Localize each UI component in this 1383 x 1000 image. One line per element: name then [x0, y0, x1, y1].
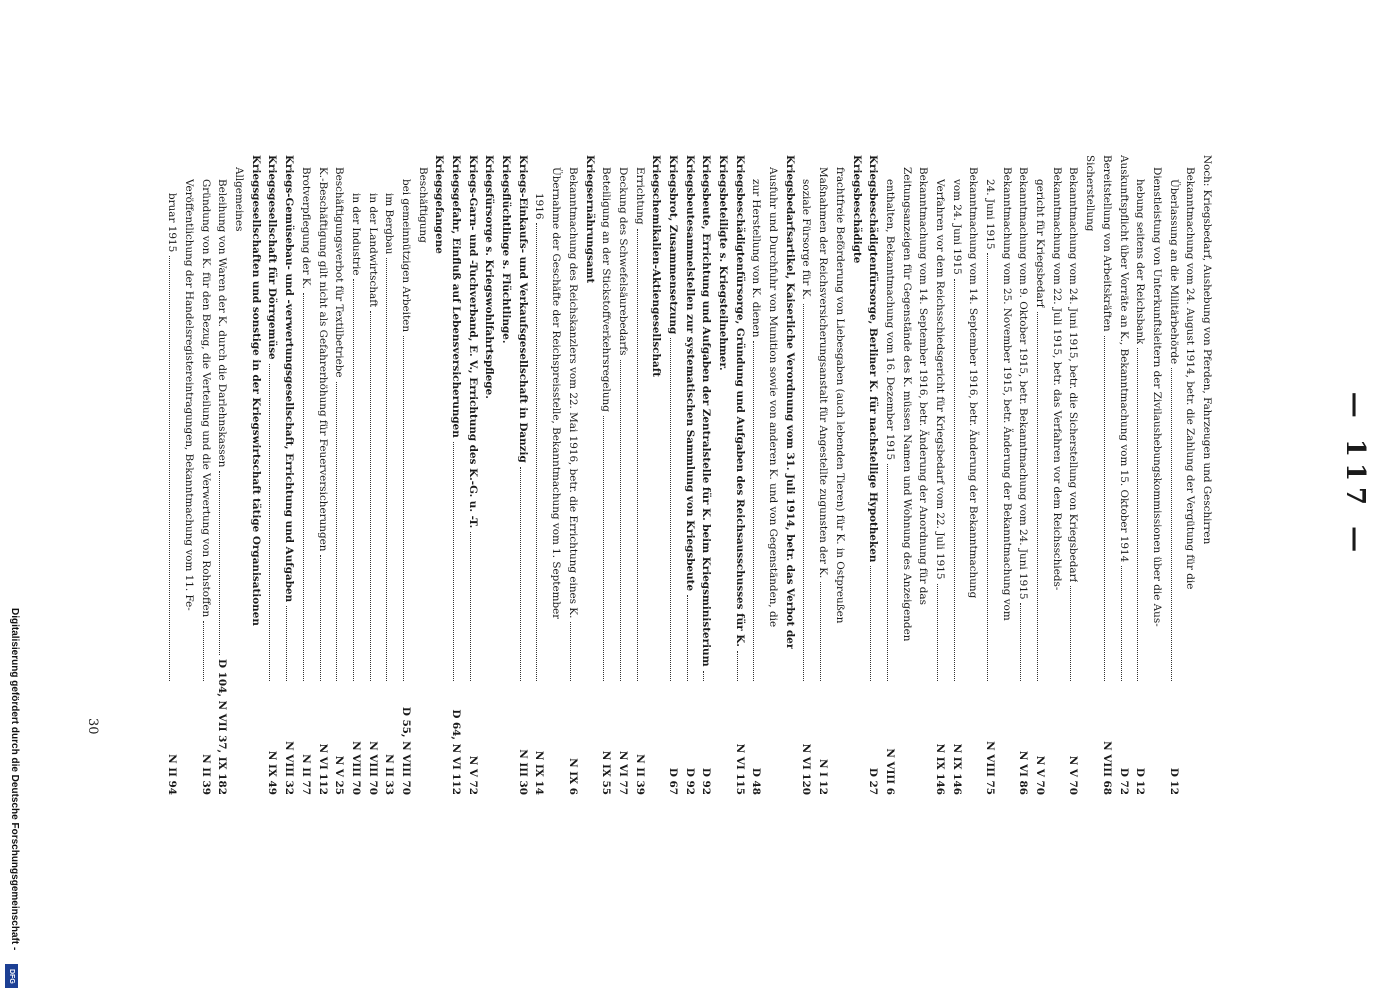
- entry-text: bruar 1915: [166, 193, 179, 253]
- entry-text: Ausfuhr und Durchfuhr von Munition sowie von anderen K. und von Gegenständen, die: [767, 167, 780, 628]
- dot-leader: [169, 256, 170, 681]
- entry-text: 24. Juni 1915: [984, 179, 997, 250]
- entry-text: enthalten, Bekanntmachung vom 16. Dezember 1915: [883, 179, 896, 461]
- index-entry: [381, 155, 398, 795]
- entry-reference: N VIII 6: [883, 748, 896, 795]
- index-entry: [1082, 155, 1099, 795]
- index-entry: [314, 155, 331, 795]
- entry-text: Auskunftspflicht über Vorräte an K., Bekanntmachung vom 15. Oktober 1914: [1117, 155, 1130, 563]
- entry-reference: D 55, N VIII 70: [400, 706, 412, 795]
- dot-leader: [1171, 368, 1172, 681]
- entry-text: Bekanntmachung vom 24. August 1914, betr. die Zahlung der Vergütung für die: [1184, 167, 1197, 590]
- entry-text: Veröffentlichung der Handelsregistereintragungen, Bekanntmachung vom 11. Fe-: [183, 179, 196, 611]
- entry-text: 1916: [533, 193, 546, 220]
- dot-leader: [303, 293, 304, 681]
- dot-leader: [1071, 586, 1072, 681]
- entry-text: K.-Beschäftigung gilt nicht als Gefahrerhöhung für Feuerversicherungen: [316, 167, 329, 552]
- entry-text: Übernahme der Geschäfte der Reichspreisstelle, Bekanntmachung vom 1. September: [550, 167, 563, 620]
- dot-leader: [270, 364, 271, 681]
- entry-text: Noch: Kriegsbedarf, Aushebung von Pferden, Fahrzeugen und Geschirren: [1201, 155, 1213, 545]
- index-entry: [714, 155, 731, 795]
- index-entry: [331, 155, 348, 795]
- entry-text: Allgemeines: [233, 167, 246, 232]
- dot-leader: [987, 253, 988, 681]
- entry-text: Kriegsflüchtlinge s. Flüchtlinge.: [500, 155, 513, 344]
- index-entry: [164, 155, 181, 795]
- entry-text: Kriegs-Garn- und -Tuchverband, E. V., Errichtung des K.-G. u. -T.: [466, 155, 479, 529]
- dfg-funding-note: Digitalisierung gefördert durch die Deutsche Forschungsgemeinschaft -: [9, 608, 20, 951]
- index-entry: [397, 155, 414, 795]
- dot-leader: [954, 279, 955, 681]
- index-entry: [731, 155, 748, 795]
- entry-text: Kriegsbrot, Zusammensetzung: [667, 155, 679, 335]
- index-entry: [664, 155, 681, 795]
- index-entry: [1115, 155, 1132, 795]
- index-entry: [1132, 155, 1149, 795]
- index-entry: [798, 155, 815, 795]
- index-entry: [531, 155, 548, 795]
- dot-leader: [603, 416, 604, 681]
- entry-reference: N IX 55: [600, 750, 613, 795]
- index-entry: [214, 155, 231, 795]
- index-entry: [431, 155, 448, 795]
- dot-leader: [386, 258, 387, 681]
- index-entry: [831, 155, 848, 795]
- bottom-page-number: 30: [85, 718, 100, 735]
- entry-reference: N IX 6: [566, 758, 579, 795]
- entry-text: Kriegsernährungsamt: [583, 155, 596, 284]
- index-entry: [698, 155, 715, 795]
- dot-leader: [620, 360, 621, 682]
- entry-text: Beschäftigungsverbot für Textilbetriebe: [333, 167, 346, 378]
- index-entry: [364, 155, 381, 795]
- dot-leader: [870, 566, 871, 681]
- entry-reference: N III 30: [516, 749, 529, 795]
- index-entry: [1048, 155, 1065, 795]
- entry-reference: N V 70: [1034, 755, 1047, 795]
- entry-text: Kriegsgesellschaften und sonstige in der Kriegswirtschaft tätige Organisationen: [249, 155, 262, 626]
- entry-reference: N VIII 75: [984, 741, 997, 795]
- entry-text: Deckung des Schwefelsäurebedarfs: [616, 167, 629, 356]
- entry-reference: D 72: [1117, 767, 1130, 795]
- dot-leader: [286, 606, 287, 681]
- dot-leader: [637, 229, 638, 681]
- entry-text: Gründung von K. für den Bezug, die Verteilung und die Verwertung von Rohstoffen: [199, 179, 212, 618]
- entry-reference: N VIII 70: [366, 741, 379, 795]
- dot-leader: [470, 532, 471, 681]
- index-entry: [648, 155, 665, 795]
- entry-reference: D 92: [700, 767, 713, 795]
- index-entry: [481, 155, 498, 795]
- index-entry: [998, 155, 1015, 795]
- entry-reference: N VIII 68: [1100, 741, 1113, 795]
- index-entry: [1031, 155, 1048, 795]
- index-entry: [197, 155, 214, 795]
- entry-text: Errichtung: [633, 167, 646, 225]
- index-entry: [297, 155, 314, 795]
- dot-leader: [1121, 566, 1122, 681]
- entry-reference: N VI 112: [316, 743, 329, 795]
- entry-text: Bekanntmachung vom 9. Oktober 1915, betr. Bekanntmachung vom 24. Juni 1915: [1017, 167, 1030, 600]
- entry-text: Bekanntmachung vom 25. November 1915, betr. Änderung der Bekanntmachung vom: [1000, 167, 1013, 621]
- index-entry: [230, 155, 247, 795]
- index-entry: [781, 155, 798, 795]
- entry-text: Bereitstellung von Arbeitskräften: [1100, 155, 1113, 332]
- entry-text: Sicherstellung: [1084, 155, 1097, 232]
- dot-leader: [370, 311, 371, 681]
- entry-text: Brotverpflegung der K.: [299, 167, 312, 289]
- index-entry: [447, 155, 464, 795]
- entry-reference: N IX 14: [533, 750, 546, 795]
- dot-leader: [570, 622, 571, 681]
- entry-text: Kriegsbeutesammelstellen zur systematischen Sammlung von Kriegsbeute: [683, 155, 696, 592]
- entry-reference: N II 39: [633, 754, 646, 795]
- index-entry: [931, 155, 948, 795]
- entry-text: Bekanntmachung vom 14. September 1916, betr. Änderung der Bekanntmachung: [967, 167, 980, 599]
- entry-reference: D 67: [667, 767, 679, 795]
- index-entry: [1165, 155, 1182, 795]
- dot-leader: [320, 555, 321, 681]
- index-entry: [1148, 155, 1165, 795]
- index-entry: [614, 155, 631, 795]
- entry-text: Kriegs-Gemüsebau- und -verwertungsgesellschaft, Errichtung und Aufgaben: [283, 155, 296, 603]
- entry-reference: N IX 146: [934, 743, 946, 795]
- index-entry: [180, 155, 197, 795]
- dot-leader: [403, 336, 404, 681]
- index-entry: [414, 155, 431, 795]
- entry-reference: N II 77: [299, 754, 312, 795]
- entry-reference: N II 94: [166, 754, 179, 795]
- index-entry: [681, 155, 698, 795]
- entry-text: Kriegsgesellschaft für Dörrgemüse: [266, 155, 279, 360]
- index-entry: [748, 155, 765, 795]
- dot-leader: [753, 341, 754, 681]
- index-entry: [1065, 155, 1082, 795]
- entry-text: in der Industrie: [349, 193, 362, 276]
- index-entry: [598, 155, 615, 795]
- entry-reference: N VI 120: [800, 743, 813, 795]
- entry-text: im Bergbau: [383, 193, 396, 255]
- index-entry: [881, 155, 898, 795]
- entry-text: Bekanntmachung vom 14. September 1916, betr. Änderung der Anordnung für das: [917, 167, 930, 605]
- entry-text: Dienstleistung von Unterkunftsleitern der Zivilaushebungskommissionen über die Aus-: [1150, 167, 1163, 627]
- entry-text: Kriegsgefahr, Einfluß auf Lebensversicherungen: [450, 155, 463, 438]
- entry-text: bei gemeinnützigen Arbeiten: [400, 179, 412, 333]
- index-entry: [264, 155, 281, 795]
- dot-leader: [687, 595, 688, 681]
- entry-text: Kriegsbeschädigte: [850, 155, 863, 264]
- index-entry: [848, 155, 865, 795]
- dot-leader: [887, 464, 888, 681]
- dot-leader: [353, 279, 354, 681]
- entry-reference: N V 70: [1067, 755, 1080, 795]
- entry-reference: N II 33: [383, 754, 396, 795]
- index-entry: [764, 155, 781, 795]
- index-entry: [1098, 155, 1115, 795]
- entry-reference: D 27: [867, 767, 880, 795]
- entry-text: Verfahren vor dem Reichsschiedsgericht für Kriegsbedarf vom 22. Juli 1915: [934, 179, 946, 580]
- entry-text: Kriegsbeschädigtenfürsorge, Gründung und Aufgaben des Reichsausschusses für K.: [733, 155, 746, 647]
- index-entry: [514, 155, 531, 795]
- entry-text: Kriegsgefangene: [433, 155, 446, 254]
- index-entry: [281, 155, 298, 795]
- entry-reference: N I 12: [817, 758, 830, 795]
- entry-text: hebung seitens der Reichsbank: [1134, 179, 1147, 345]
- dot-leader: [820, 582, 821, 681]
- index-entry: [865, 155, 882, 795]
- index-entry: [581, 155, 598, 795]
- dot-leader: [1020, 603, 1021, 681]
- entry-text: Kriegs-Einkaufs- und Verkaufsgesellschaft in Danzig: [516, 155, 529, 463]
- entry-text: Kriegsbeteiligte s. Kriegsteilnehmer.: [717, 155, 730, 371]
- dot-leader: [537, 223, 538, 681]
- entry-text: Beschäftigung: [416, 167, 429, 243]
- entry-text: Kriegschemikalien-Aktiengesellschaft: [650, 155, 663, 378]
- entry-reference: N V 72: [466, 755, 479, 795]
- entry-text: Kriegsbeute, Errichtung und Aufgaben der Zentralstelle für K. beim Kriegsministerium: [700, 155, 713, 667]
- index-entry: [915, 155, 932, 795]
- entry-text: gericht für Kriegsbedarf: [1034, 179, 1047, 308]
- index-entry: [1182, 155, 1199, 795]
- index-entry: [898, 155, 915, 795]
- entry-reference: N VI 77: [616, 750, 629, 795]
- entry-text: frachtfreie Beförderung von Liebesgaben (auch lebenden Tieren) für K. in Ostpreußen: [833, 167, 846, 624]
- entry-reference: N II 39: [199, 754, 212, 795]
- dot-leader: [520, 467, 521, 681]
- index-entry: [948, 155, 965, 795]
- dot-leader: [1037, 312, 1038, 681]
- entry-text: vom 24. Juni 1915: [950, 179, 963, 275]
- dot-leader: [703, 671, 704, 681]
- entry-text: Bekanntmachung vom 24. Juni 1915, betr. die Sicherstellung von Kriegsbedarf: [1067, 167, 1080, 583]
- entry-text: Kriegsbedarfsartikel, Kaiserliche Verordnung vom 31. Juli 1914, betr. das Verbot der: [783, 155, 796, 650]
- dot-leader: [670, 338, 671, 681]
- dot-leader: [453, 442, 454, 681]
- entry-reference: D 48: [750, 767, 763, 795]
- dot-leader: [1104, 336, 1105, 681]
- entry-reference: N VI 86: [1017, 750, 1030, 795]
- entry-text: Bekanntmachung des Reichskanzlers vom 22. Mai 1916, betr. die Errichtung eines K.: [566, 167, 579, 619]
- entry-reference: N IX 49: [266, 750, 279, 795]
- dot-leader: [219, 471, 220, 655]
- entry-text: in der Landwirtschaft: [366, 193, 379, 308]
- index-entry: [631, 155, 648, 795]
- entry-reference: N V 25: [333, 755, 346, 795]
- entry-text: Kriegsbeschädigtenfürsorge, Berliner K. für nachstellige Hypotheken: [867, 155, 880, 563]
- entry-text: Zeitungsanzeigen für Gegenstände des K. müssen Namen und Wohnung des Anzeigenden: [900, 167, 913, 642]
- dot-leader: [336, 382, 337, 681]
- index-entry: [564, 155, 581, 795]
- entry-text: Beteiligung an der Stickstoffverkehrsregelung: [600, 167, 613, 412]
- index-entry: [247, 155, 264, 795]
- index-page: [166, 155, 1370, 795]
- entry-text: zur Herstellung von K. dienen: [750, 179, 763, 338]
- entry-reference: D 12: [1167, 767, 1180, 795]
- entry-text: Maßnahmen der Reichsversicherungsanstalt für Angestellte zugunsten der K.: [817, 167, 830, 579]
- entry-text: Überlassung an die Militärbehörde: [1167, 179, 1180, 365]
- index-entry: [464, 155, 481, 795]
- index-entry: [497, 155, 514, 795]
- dot-leader: [1137, 348, 1138, 681]
- index-entry: [981, 155, 998, 795]
- dfg-sidebar: [2, 0, 20, 1000]
- index-entry: [965, 155, 982, 795]
- dot-leader: [937, 584, 938, 682]
- index-entries: [164, 155, 1215, 795]
- entry-reference: N VIII 32: [283, 741, 296, 795]
- entry-reference: N IX 146: [950, 743, 963, 795]
- index-entry: [548, 155, 565, 795]
- dot-leader: [203, 621, 204, 681]
- entry-text: Beleihung von Waren der K. durch die Darlehnskassen: [216, 179, 229, 468]
- entry-reference: D 92: [683, 767, 696, 795]
- index-entry: [1015, 155, 1032, 795]
- entry-reference: D 104, N VII 37, IX 182: [216, 659, 229, 795]
- dfg-logo: DFG: [5, 964, 18, 988]
- entry-reference: D 12: [1134, 767, 1147, 795]
- page-number: — 117 —: [1340, 391, 1370, 559]
- entry-reference: N VIII 70: [349, 741, 362, 795]
- rotated-page: [166, 155, 1370, 795]
- entry-text: Kriegsfürsorge s. Kriegswohlfahrtspflege.: [483, 155, 496, 399]
- entry-reference: D 64, N VI 112: [450, 709, 463, 795]
- entry-reference: N VI 115: [733, 743, 746, 795]
- entry-text: soziale Fürsorge für K.: [800, 179, 813, 300]
- dot-leader: [737, 651, 738, 681]
- index-entry: [1198, 155, 1215, 795]
- index-entry: [347, 155, 364, 795]
- entry-text: Bekanntmachung vom 22. Juli 1915, betr. das Verfahren vor dem Reichsschieds-: [1050, 167, 1063, 591]
- index-entry: [815, 155, 832, 795]
- dot-leader: [804, 304, 805, 681]
